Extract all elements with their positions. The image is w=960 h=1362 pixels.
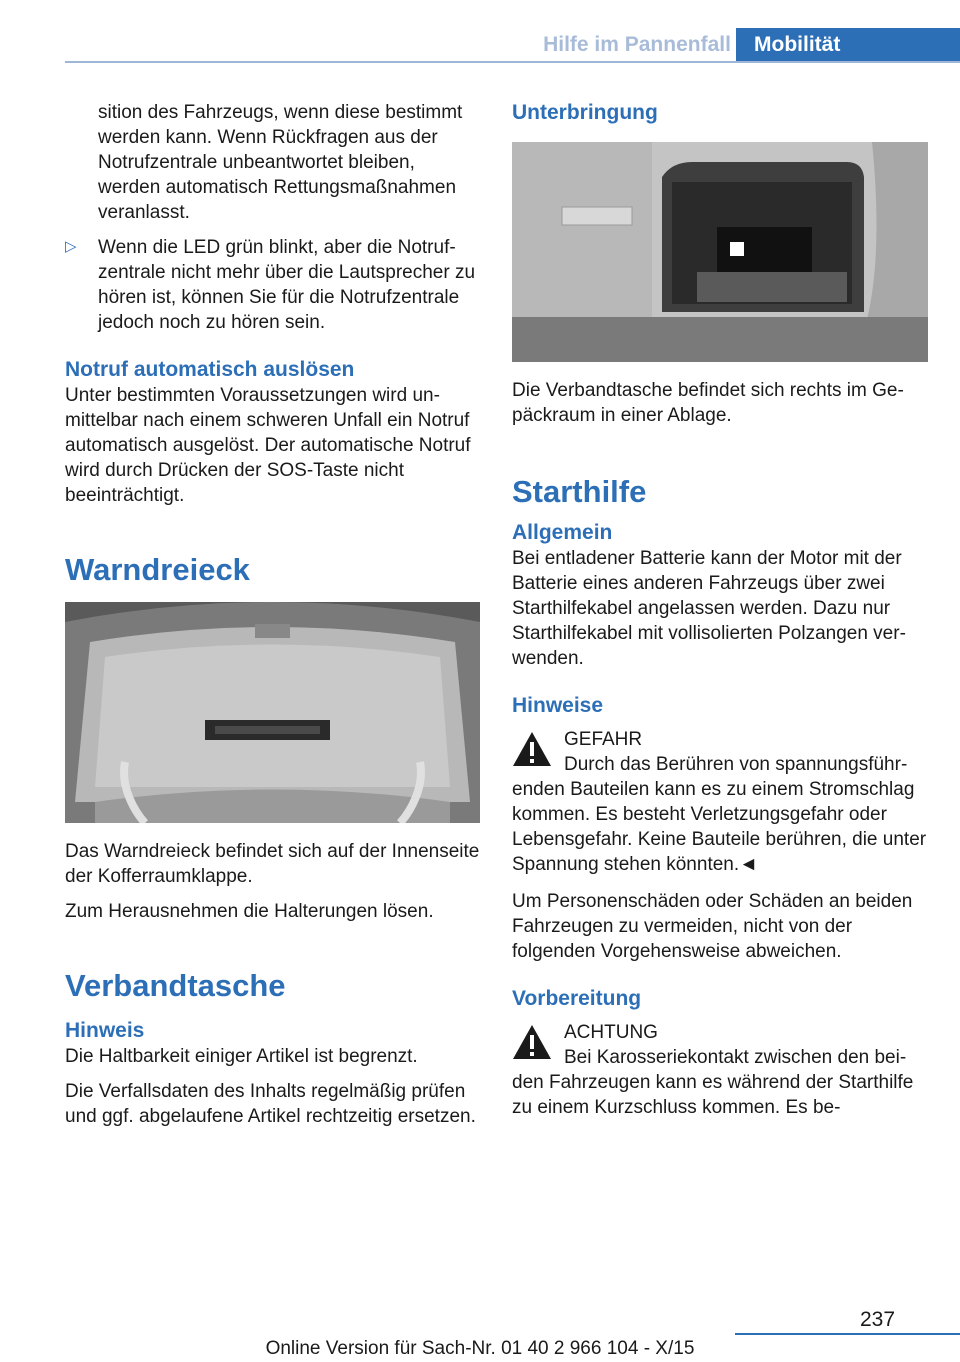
danger-warning-box [512,727,928,877]
storage-compartment-image [512,142,928,362]
first-aid-kit-text-2: Die Verfallsdaten des Inhalts regelmäßig prüfen und ggf. abgelaufene Artikel rechtzeitig ersetzen. [65,1081,476,1127]
first-aid-kit-title: Verbandtasche [65,968,286,1003]
footer-rule [735,1333,960,1335]
caution-triangle-icon [512,1024,552,1060]
caution-warning-box [512,1020,928,1120]
preparation-subtitle: Vorbereitung [512,987,642,1010]
page-number: 237 [860,1308,896,1331]
header-chapter-tab: Mobilität [736,28,960,62]
notes-text: Um Personenschäden oder Schäden an beiden Fahrzeugen zu vermeiden, nicht von der folgenden Vorgehensweise abweichen. [512,891,913,962]
triangle-bullet-icon: ▷ [65,238,77,255]
trunk-lid-figure [65,602,480,823]
storage-figure [512,142,928,362]
danger-label: GEFAHR [564,729,643,750]
bullet-text: Wenn die LED grün blinkt, aber die Notrufzentrale nicht mehr über die Lautsprecher zu hören ist, können Sie für die Notrufzentrale jedoch noch zu hören sein. [98,237,476,333]
danger-text: Durch das Berühren von spannungsführenden Bauteilen kann es zu einem Stromschlag kommen. Es besteht Verletzungsgefahr oder Lebensgefahr. Keine Bauteile berühren, die unter Spannung stehen könnten.◄ [512,754,927,875]
header-rule [65,61,960,63]
caution-label: ACHTUNG [564,1022,658,1043]
storage-title: Unterbringung [512,101,658,124]
general-subtitle: Allgemein [512,521,613,544]
notes-subtitle: Hinweise [512,694,604,717]
header-section-tab: Hilfe im Pannenfall [543,33,731,56]
trunk-lid-image [65,602,480,823]
auto-call-title: Notruf automatisch auslösen [65,358,355,381]
auto-call-text: Unter bestimmten Voraussetzungen wird unmittelbar nach einem schweren Unfall ein Notruf automatisch ausgelöst. Der automatische Notruf wird durch Drücken der SOS-Taste nicht beeinträchtigt. [65,385,471,506]
jump-start-title: Starthilfe [512,474,647,509]
intro-continued-text: sition des Fahrzeugs, wenn diese bestimmt werden kann. Wenn Rückfragen aus der Notrufzentrale unbeantwortet bleiben, werden automatisch Rettungsmaßnahmen veranlasst. [98,102,463,223]
warning-triangle-caption-2: Zum Herausnehmen die Halterungen lösen. [65,901,434,922]
first-aid-kit-text-1: Die Haltbarkeit einiger Artikel ist begrenzt. [65,1046,418,1067]
bullet-item [65,235,480,335]
warning-triangle-caption-1: Das Warndreieck befindet sich auf der Innenseite der Kofferraumklappe. [65,841,480,887]
footer-version-text: Online Version für Sach-Nr. 01 40 2 966 104 - X/15 [265,1338,695,1359]
general-text: Bei entladener Batterie kann der Motor mit der Batterie eines anderen Fahrzeugs über zwei Starthilfekabel angelassen werden. Dazu nur Starthilfekabel mit vollisolierten Polzangen verwenden. [512,548,906,669]
warning-triangle-icon [512,731,552,767]
right-column [512,100,928,1120]
first-aid-kit-note-title: Hinweis [65,1019,145,1042]
storage-caption: Die Verbandtasche befindet sich rechts im Gepäckraum in einer Ablage. [512,380,904,426]
left-column [65,100,480,1129]
caution-text: Bei Karosseriekontakt zwischen den beiden Fahrzeugen kann es während der Starthilfe zu einem Kurzschluss kommen. Es be- [512,1047,914,1118]
warning-triangle-title: Warndreieck [65,552,250,587]
